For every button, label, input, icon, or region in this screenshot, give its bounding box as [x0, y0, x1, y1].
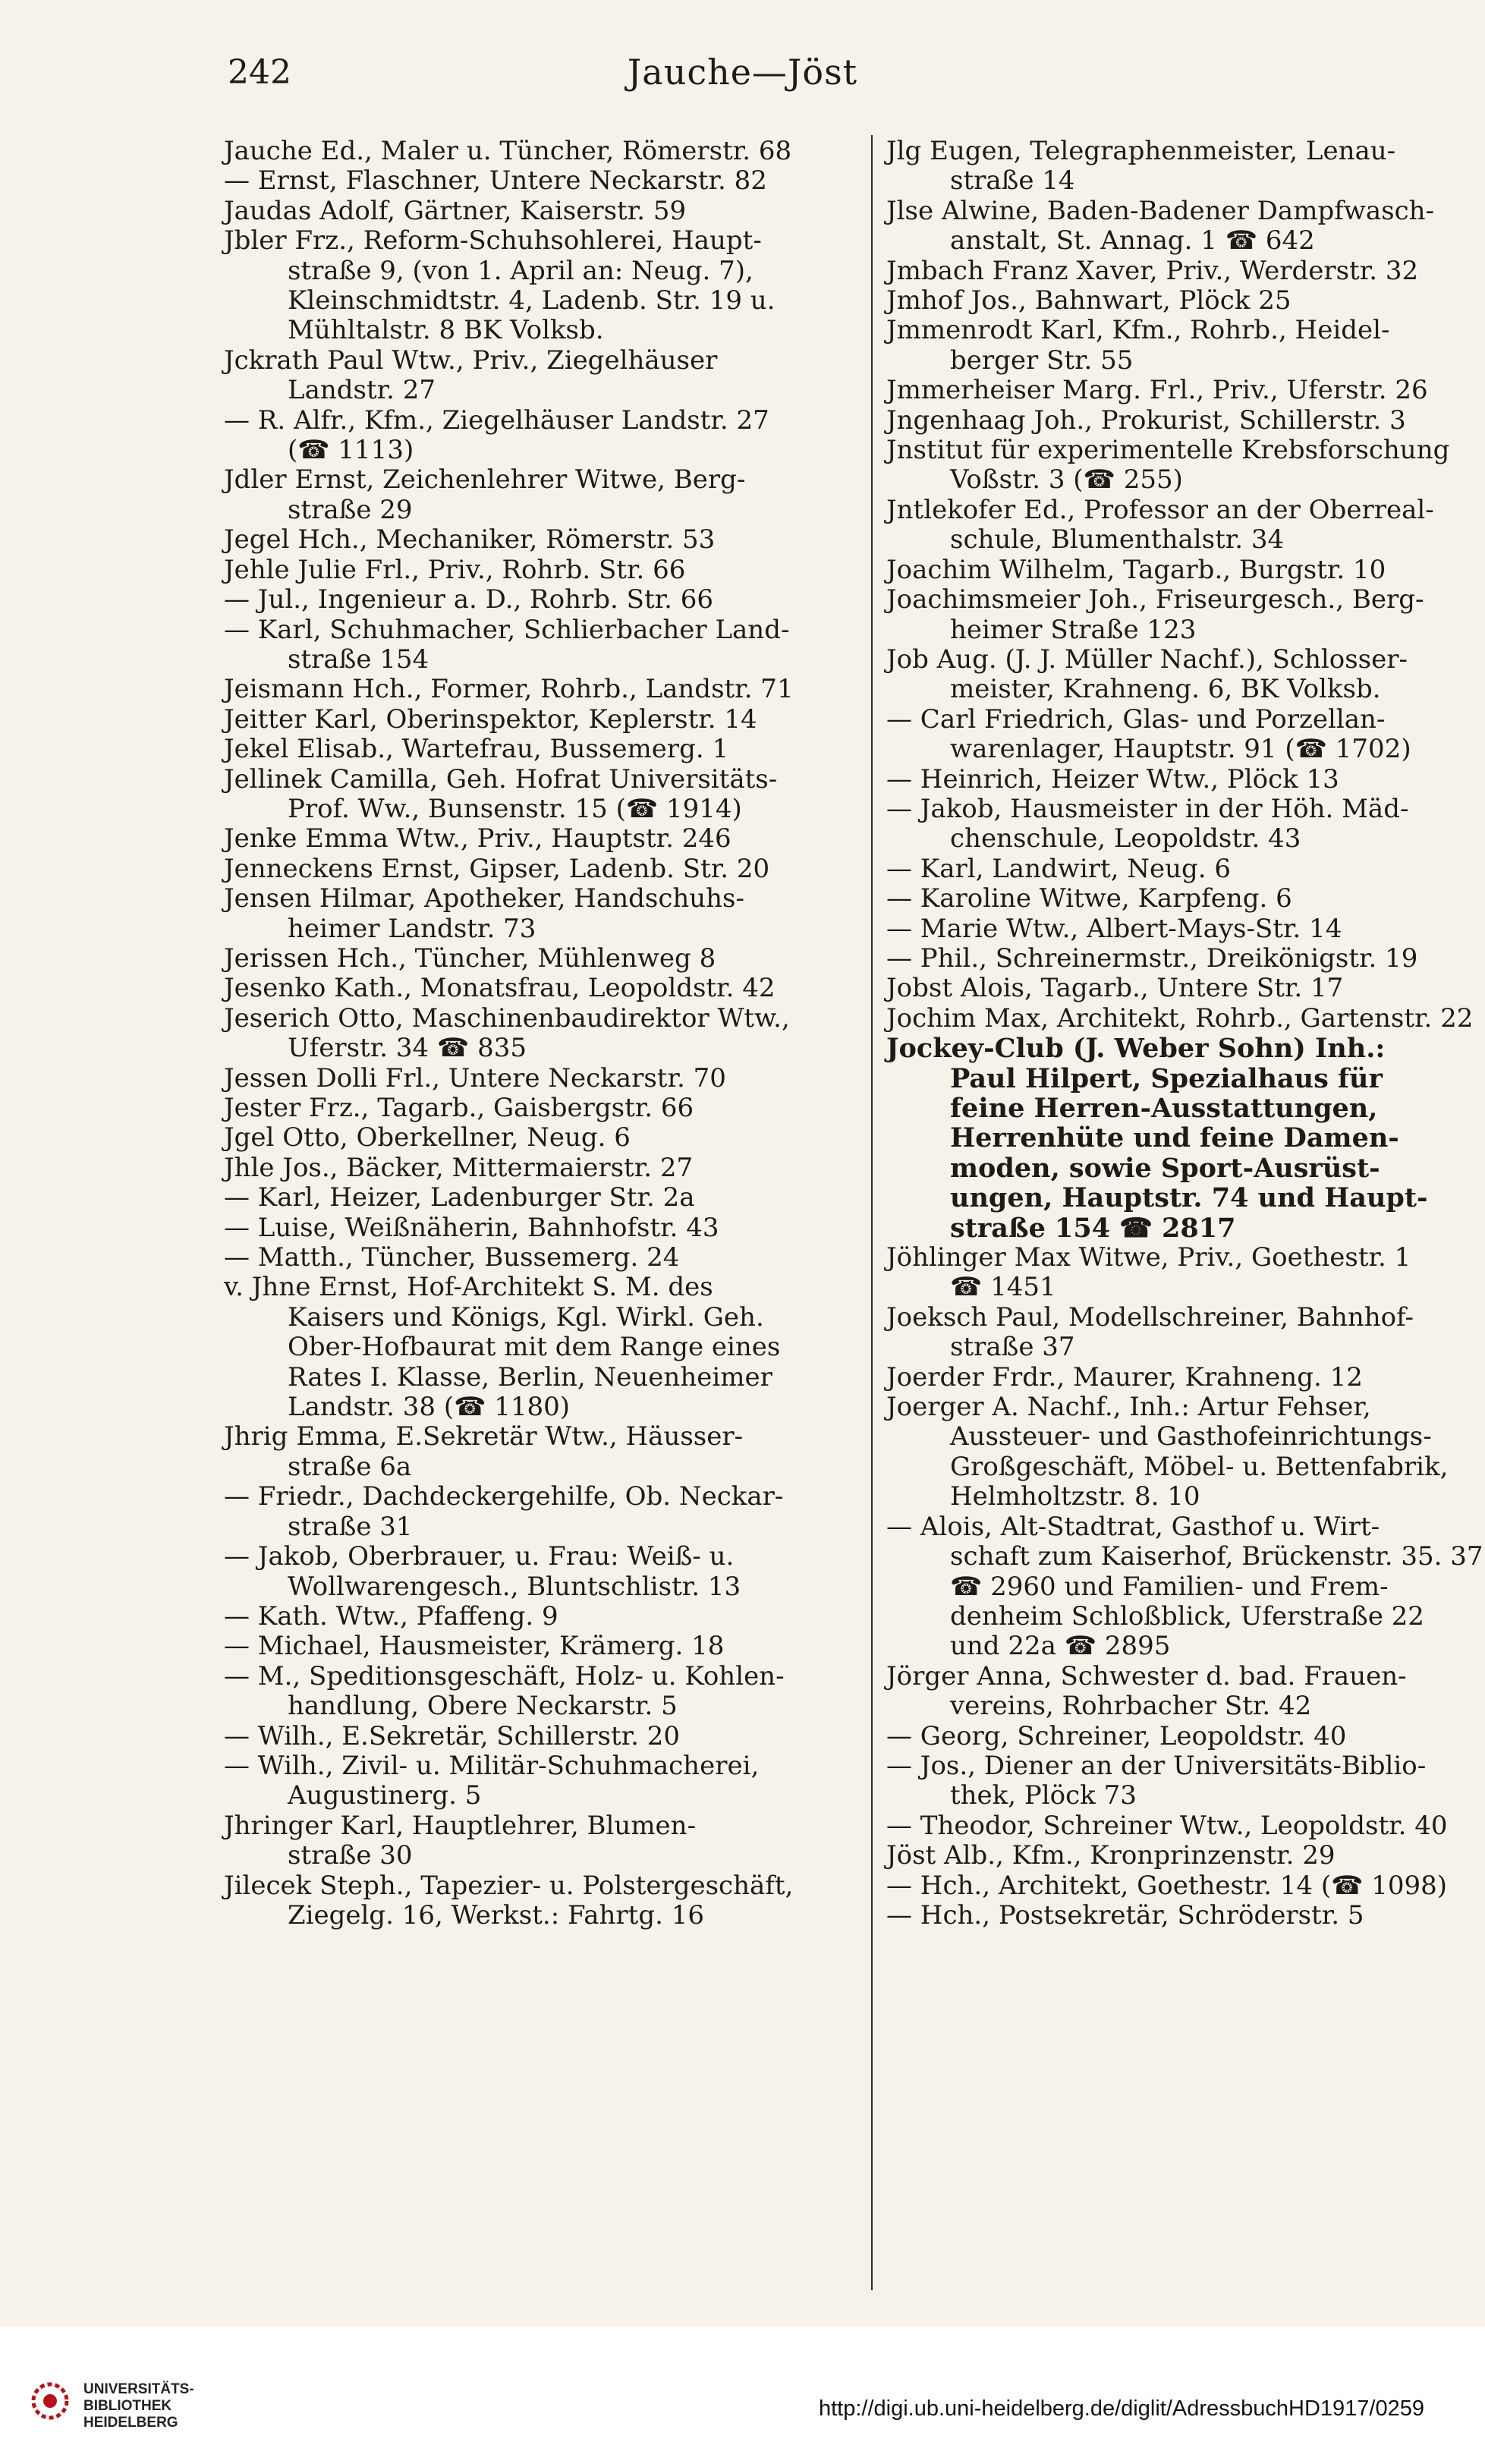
entry-line: Jilecek Steph., Tapezier- u. Polstergeschäft, [224, 1870, 794, 1901]
directory-entry [224, 824, 861, 854]
entry-line: — Wilh., E.Sekretär, Schillerstr. 20 [224, 1720, 681, 1751]
directory-entry [224, 1183, 861, 1213]
entry-line: Jaudas Adolf, Gärtner, Kaiserstr. 59 [224, 195, 687, 226]
entry-line: — Karl, Heizer, Ladenburger Str. 2a [224, 1182, 695, 1213]
directory-entry [886, 765, 1471, 795]
entry-continuation-line: ☎ 1451 [950, 1272, 1056, 1303]
entry-line: Jenneckens Ernst, Gipser, Ladenb. Str. 20 [224, 853, 770, 884]
entry-line: — Wilh., Zivil- u. Militär-Schuhmacherei, [224, 1750, 760, 1781]
entry-continuation-line: straße 31 [288, 1511, 413, 1542]
entry-continuation-line: moden, sowie Sport-Ausrüst- [950, 1152, 1380, 1184]
entry-continuation-line: Landstr. 38 (☎ 1180) [288, 1392, 571, 1423]
entry-line: Jnstitut für experimentelle Krebsforschung [886, 435, 1450, 466]
entry-line: — Jakob, Hausmeister in der Höh. Mäd- [886, 793, 1409, 824]
entry-line: — Matth., Tüncher, Bussemerg. 24 [224, 1242, 680, 1273]
entry-line: — Theodor, Schreiner Wtw., Leopoldstr. 40 [886, 1810, 1448, 1841]
directory-entry [224, 735, 861, 764]
directory-entry [224, 346, 861, 406]
entry-line: Jauche Ed., Maler u. Tüncher, Römerstr. 68 [224, 136, 792, 166]
entry-continuation-line: (☎ 1113) [288, 435, 414, 466]
directory-entry [886, 436, 1471, 496]
page-number: 242 [228, 53, 291, 92]
directory-entry [224, 1632, 861, 1661]
directory-entry [224, 1243, 861, 1273]
directory-entry [224, 1482, 861, 1542]
entry-line: — Ernst, Flaschner, Untere Neckarstr. 82 [224, 165, 767, 197]
directory-entry [886, 1034, 1471, 1243]
entry-continuation-line: Paul Hilpert, Spezialhaus für [950, 1062, 1383, 1094]
library-seal-icon [30, 2381, 70, 2421]
entry-line: Jmhof Jos., Bahnwart, Plöck 25 [886, 285, 1292, 316]
entry-continuation-line: berger Str. 55 [950, 345, 1134, 376]
entry-line: Jngenhaag Joh., Prokurist, Schillerstr. 3 [886, 404, 1406, 436]
logo-line: BIBLIOTHEK [83, 2398, 172, 2414]
entry-line: Jhringer Karl, Hauptlehrer, Blumen- [224, 1810, 697, 1841]
footer-bar [0, 2327, 1485, 2464]
entry-continuation-line: Prof. Ww., Bunsenstr. 15 (☎ 1914) [288, 793, 742, 824]
logo-text [83, 2381, 194, 2431]
entry-line: Jesenko Kath., Monatsfrau, Leopoldstr. 42 [224, 973, 776, 1004]
entry-line: — Michael, Hausmeister, Krämerg. 18 [224, 1631, 725, 1662]
left-column [224, 137, 861, 1931]
directory-entry [224, 1064, 861, 1094]
directory-entry [886, 974, 1471, 1003]
directory-entry [886, 1002, 1474, 1034]
entry-line: Jhle Jos., Bäcker, Mittermaierstr. 27 [224, 1152, 694, 1183]
directory-entry [224, 615, 861, 675]
entry-continuation-line: Augustinerg. 5 [288, 1780, 482, 1811]
directory-entry [224, 1153, 861, 1183]
entry-line: Jlg Eugen, Telegraphenmeister, Lenau- [886, 136, 1396, 166]
directory-entry [886, 286, 1471, 316]
entry-line: Joerger A. Nachf., Inh.: Artur Fehser, [886, 1392, 1371, 1423]
entry-line: — Carl Friedrich, Glas- und Porzellan- [886, 703, 1386, 735]
entry-continuation-line: feine Herren-Ausstattungen, [950, 1093, 1378, 1124]
entry-line: Jekel Elisab., Wartefrau, Bussemerg. 1 [224, 734, 729, 765]
directory-entry [224, 1722, 861, 1751]
entry-line: Jckrath Paul Wtw., Priv., Ziegelhäuser [224, 345, 718, 376]
directory-entry [886, 1303, 1471, 1363]
entry-line: — Karl, Landwirt, Neug. 6 [886, 853, 1232, 884]
entry-line: Jellinek Camilla, Geh. Hofrat Universitäts- [224, 763, 778, 795]
directory-entry [886, 1751, 1471, 1811]
directory-entry [886, 645, 1471, 705]
entry-continuation-line: heimer Straße 123 [950, 614, 1197, 645]
entry-line: — Kath. Wtw., Pfaffeng. 9 [224, 1600, 558, 1632]
entry-continuation-line: Helmholtzstr. 8. 10 [950, 1481, 1200, 1512]
entry-line: v. Jhne Ernst, Hof-Architekt S. M. des [224, 1272, 713, 1303]
directory-entry [886, 854, 1471, 884]
entry-continuation-line: handlung, Obere Neckarstr. 5 [288, 1691, 678, 1722]
directory-entry [886, 197, 1471, 256]
entry-continuation-line: warenlager, Hauptstr. 91 (☎ 1702) [950, 734, 1411, 765]
entry-line: Jensen Hilmar, Apotheker, Handschuhs- [224, 883, 744, 914]
entry-continuation-line: ☎ 2960 und Familien- und Frem- [950, 1571, 1389, 1602]
directory-entry [886, 914, 1471, 944]
entry-line: Jmmenrodt Karl, Kfm., Rohrb., Heidel- [886, 315, 1390, 346]
directory-entry [886, 376, 1471, 405]
entry-line: Jockey-Club (J. Weber Sohn) Inh.: [886, 1033, 1386, 1065]
entry-continuation-line: straße 29 [288, 494, 413, 525]
entry-line: Jntlekofer Ed., Professor an der Oberreal- [886, 494, 1434, 525]
entry-line: Joeksch Paul, Modellschreiner, Bahnhof- [886, 1301, 1414, 1333]
directory-entry [224, 1422, 861, 1482]
entry-line: Joachim Wilhelm, Tagarb., Burgstr. 10 [886, 554, 1386, 585]
entry-continuation-line: chenschule, Leopoldstr. 43 [950, 823, 1301, 854]
directory-entry [886, 585, 1471, 645]
entry-continuation-line: straße 37 [950, 1332, 1075, 1363]
entry-continuation-line: straße 154 [288, 644, 429, 675]
directory-entry [224, 974, 861, 1003]
entry-line: Jobst Alois, Tagarb., Untere Str. 17 [886, 973, 1344, 1004]
entry-continuation-line: Voßstr. 3 (☎ 255) [950, 464, 1183, 496]
entry-continuation-line: und 22a ☎ 2895 [950, 1631, 1171, 1662]
directory-entry [224, 1273, 861, 1422]
directory-entry [886, 1901, 1471, 1931]
entry-line: — Jakob, Oberbrauer, u. Frau: Weiß- u. [224, 1541, 735, 1572]
entry-line: — Luise, Weißnäherin, Bahnhofstr. 43 [224, 1212, 719, 1243]
entry-continuation-line: Wollwarengesch., Bluntschlistr. 13 [288, 1571, 741, 1602]
directory-entry [224, 1751, 861, 1811]
source-url[interactable]: http://digi.ub.uni-heidelberg.de/diglit/AdressbuchHD1917/0259 [818, 2396, 1424, 2421]
directory-entry [886, 137, 1471, 197]
entry-continuation-line: Großgeschäft, Möbel- u. Bettenfabrik, [950, 1451, 1449, 1482]
entry-continuation-line: Ober-Hofbaurat mit dem Range eines [288, 1332, 781, 1363]
entry-line: — Karl, Schuhmacher, Schlierbacher Land- [224, 614, 790, 645]
entry-line: — M., Speditionsgeschäft, Holz- u. Kohlen- [224, 1660, 785, 1691]
entry-line: — Georg, Schreiner, Leopoldstr. 40 [886, 1720, 1347, 1751]
entry-continuation-line: Mühltalstr. 8 BK Volksb. [288, 315, 604, 346]
directory-entry [886, 1722, 1471, 1751]
entry-line: Jmmerheiser Marg. Frl., Priv., Uferstr. 26 [886, 375, 1428, 406]
directory-entry [886, 795, 1471, 854]
entry-line: — Karoline Witwe, Karpfeng. 6 [886, 883, 1292, 914]
directory-entry [886, 1662, 1471, 1722]
entry-line: Jöhlinger Max Witwe, Priv., Goethestr. 1 [886, 1242, 1411, 1273]
entry-line: Jessen Dolli Frl., Untere Neckarstr. 70 [224, 1062, 726, 1094]
directory-entry [224, 197, 861, 226]
entry-continuation-line: Landstr. 27 [288, 375, 436, 406]
directory-entry [886, 256, 1471, 286]
entry-line: — Jul., Ingenieur a. D., Rohrb. Str. 66 [224, 584, 714, 615]
directory-entry [224, 226, 861, 346]
running-head: Jauche—Jöst [627, 52, 858, 93]
directory-entry [224, 166, 861, 196]
directory-entry [224, 555, 861, 585]
directory-entry [886, 884, 1471, 914]
directory-entry [224, 944, 861, 974]
entry-line: Jöst Alb., Kfm., Kronprinzenstr. 29 [886, 1840, 1336, 1871]
directory-entry [224, 1662, 861, 1722]
entry-continuation-line: straße 30 [288, 1840, 413, 1871]
directory-entry [224, 406, 861, 466]
directory-entry [224, 1004, 861, 1064]
entry-line: Jeismann Hch., Former, Rohrb., Landstr. 71 [224, 674, 794, 705]
entry-continuation-line: schaft zum Kaiserhof, Brückenstr. 35. 37 [950, 1541, 1483, 1572]
entry-line: — Alois, Alt-Stadtrat, Gasthof u. Wirt- [886, 1511, 1380, 1542]
directory-entry [224, 137, 861, 166]
entry-continuation-line: denheim Schloßblick, Uferstraße 22 [950, 1600, 1424, 1632]
entry-line: Jenke Emma Wtw., Priv., Hauptstr. 246 [224, 823, 731, 854]
entry-continuation-line: vereins, Rohrbacher Str. 42 [950, 1691, 1312, 1722]
directory-entry [224, 1871, 861, 1931]
entry-continuation-line: Uferstr. 34 ☎ 835 [288, 1033, 527, 1064]
entry-line: Jörger Anna, Schwester d. bad. Frauen- [886, 1660, 1407, 1691]
directory-entry [886, 944, 1471, 974]
entry-continuation-line: Aussteuer- und Gasthofeinrichtungs- [950, 1421, 1432, 1452]
entry-line: Jegel Hch., Mechaniker, Römerstr. 53 [224, 524, 716, 555]
entry-line: — Hch., Architekt, Goethestr. 14 (☎ 1098) [886, 1870, 1448, 1901]
entry-line: Jester Frz., Tagarb., Gaisbergstr. 66 [224, 1093, 694, 1123]
directory-entry [886, 1363, 1471, 1392]
directory-entry [886, 1871, 1471, 1901]
entry-continuation-line: Kleinschmidtstr. 4, Ladenb. Str. 19 u. [288, 285, 776, 316]
entry-line: — Heinrich, Heizer Wtw., Plöck 13 [886, 763, 1339, 795]
entry-continuation-line: thek, Plöck 73 [950, 1780, 1137, 1811]
entry-line: — Phil., Schreinermstr., Dreikönigstr. 19 [886, 942, 1418, 974]
directory-entry [224, 675, 861, 704]
directory-entry [224, 1123, 861, 1153]
directory-entry [224, 1811, 861, 1871]
directory-entry [886, 316, 1471, 376]
entry-continuation-line: straße 9, (von 1. April an: Neug. 7), [288, 255, 754, 286]
entry-continuation-line: anstalt, St. Annag. 1 ☎ 642 [950, 225, 1315, 256]
entry-continuation-line: schule, Blumenthalstr. 34 [950, 524, 1285, 555]
column-rule [871, 135, 873, 2290]
directory-entry [224, 1094, 861, 1123]
directory-entry [886, 555, 1471, 585]
entry-line: Job Aug. (J. J. Müller Nachf.), Schlosser- [886, 644, 1408, 675]
entry-line: Jlse Alwine, Baden-Badener Dampfwasch- [886, 195, 1435, 226]
entry-line: Jbler Frz., Reform-Schuhsohlerei, Haupt- [224, 225, 762, 256]
entry-continuation-line: ungen, Hauptstr. 74 und Haupt- [950, 1182, 1428, 1214]
entry-line: Jeserich Otto, Maschinenbaudirektor Wtw., [224, 1002, 790, 1034]
entry-continuation-line: Herrenhüte und feine Damen- [950, 1122, 1399, 1154]
entry-continuation-line: straße 154 ☎ 2817 [950, 1212, 1236, 1244]
entry-line: Joerder Frdr., Maurer, Krahneng. 12 [886, 1361, 1363, 1392]
entry-line: — R. Alfr., Kfm., Ziegelhäuser Landstr. 27 [224, 404, 769, 436]
entry-continuation-line: meister, Krahneng. 6, BK Volksb. [950, 674, 1381, 705]
directory-entry [224, 705, 861, 735]
entry-line: Jmbach Franz Xaver, Priv., Werderstr. 32 [886, 255, 1419, 286]
logo-line: UNIVERSITÄTS- [83, 2381, 194, 2397]
entry-line: — Marie Wtw., Albert-Mays-Str. 14 [886, 913, 1342, 944]
entry-line: Joachimsmeier Joh., Friseurgesch., Berg- [886, 584, 1424, 615]
entry-line: Jdler Ernst, Zeichenlehrer Witwe, Berg- [224, 464, 746, 496]
directory-entry [886, 705, 1471, 765]
entry-line: Jgel Otto, Oberkellner, Neug. 6 [224, 1122, 631, 1153]
directory-entry [886, 1511, 1483, 1662]
logo-line: HEIDELBERG [83, 2415, 178, 2431]
directory-entry [224, 884, 861, 944]
directory-entry [886, 1243, 1471, 1303]
directory-entry [224, 1542, 861, 1602]
directory-entry [886, 406, 1471, 436]
entry-continuation-line: Ziegelg. 16, Werkst.: Fahrtg. 16 [288, 1899, 704, 1931]
directory-entry [224, 854, 861, 884]
entry-line: Jhrig Emma, E.Sekretär Wtw., Häusser- [224, 1421, 744, 1452]
directory-entry [224, 465, 861, 525]
entry-line: Jehle Julie Frl., Priv., Rohrb. Str. 66 [224, 554, 686, 585]
entry-continuation-line: Kaisers und Königs, Kgl. Wirkl. Geh. [288, 1301, 764, 1333]
entry-line: Jochim Max, Architekt, Rohrb., Gartenstr. 22 [886, 1002, 1474, 1034]
directory-entry [886, 496, 1471, 555]
entry-line: — Friedr., Dachdeckergehilfe, Ob. Neckar- [224, 1481, 784, 1512]
entry-line: Jerissen Hch., Tüncher, Mühlenweg 8 [224, 942, 716, 974]
directory-entry [224, 1213, 861, 1243]
right-column [886, 136, 1483, 1931]
directory-entry [224, 585, 861, 615]
entry-continuation-line: heimer Landstr. 73 [288, 913, 536, 944]
directory-entry [224, 1602, 861, 1632]
directory-entry [224, 525, 861, 555]
directory-entry [886, 1841, 1471, 1871]
entry-continuation-line: straße 6a [288, 1451, 412, 1482]
directory-entry [224, 765, 861, 825]
entry-continuation-line: straße 14 [950, 165, 1075, 197]
entry-continuation-line: Rates I. Klasse, Berlin, Neuenheimer [288, 1361, 772, 1392]
directory-entry [886, 1811, 1471, 1841]
entry-line: — Jos., Diener an der Universitäts-Biblio- [886, 1750, 1427, 1781]
entry-line: Jeitter Karl, Oberinspektor, Keplerstr. 14 [224, 703, 757, 735]
directory-entry [886, 1392, 1471, 1512]
entry-line: — Hch., Postsekretär, Schröderstr. 5 [886, 1899, 1364, 1931]
